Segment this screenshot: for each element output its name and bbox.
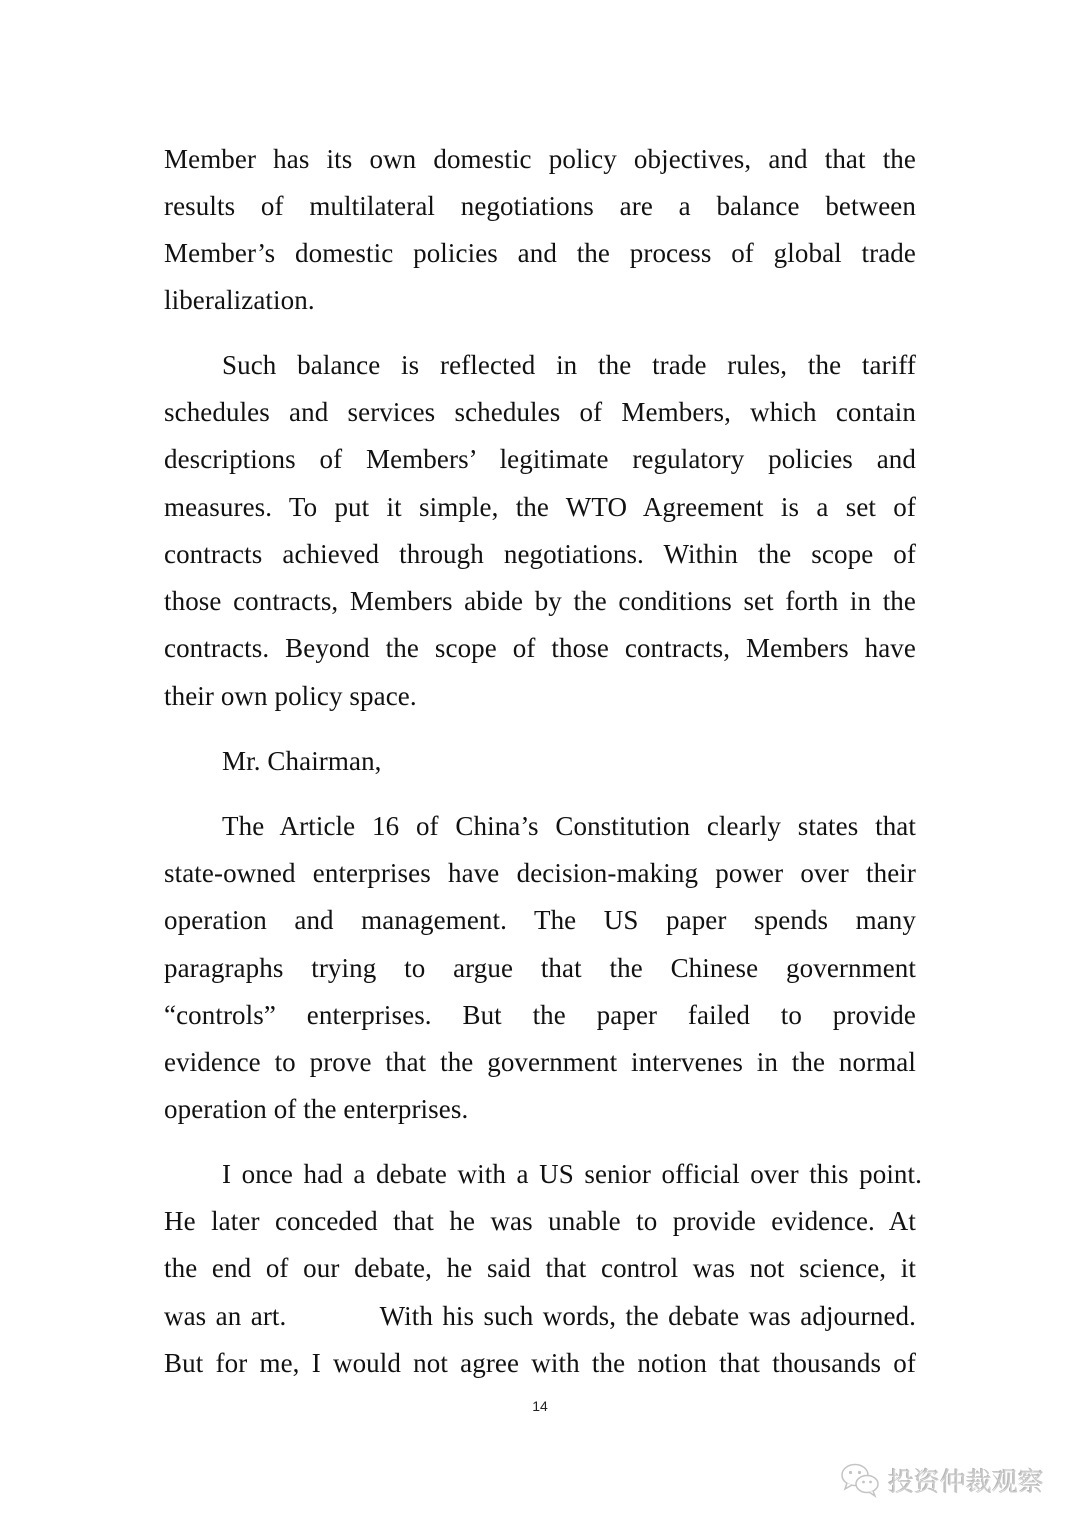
text-line: results of multilateral negotiations are a balance between [164, 191, 916, 221]
text-line: “controls” enterprises. But the paper failed to provide [164, 1000, 916, 1030]
salutation: Mr. Chairman, [222, 746, 382, 776]
text-line: Member has its own domestic policy objectives, and that the [164, 144, 916, 174]
text-line: evidence to prove that the government intervenes in the normal [164, 1047, 916, 1077]
text-line: I once had a debate with a US senior official over this point. [222, 1159, 922, 1189]
text-line: operation and management. The US paper spends many [164, 905, 916, 935]
text-line: operation of the enterprises. [164, 1094, 469, 1124]
text-line: their own policy space. [164, 681, 417, 711]
text-line: descriptions of Members’ legitimate regulatory policies and [164, 444, 916, 474]
text-line: liberalization. [164, 285, 315, 315]
text-line: He later conceded that he was unable to provide evidence. At [164, 1206, 916, 1236]
watermark-text: 投资仲裁观察 [888, 1467, 1045, 1498]
text-line: measures. To put it simple, the WTO Agreement is a set of [164, 492, 916, 522]
wechat-icon [838, 1460, 882, 1500]
text-line: those contracts, Members abide by the conditions set forth in the [164, 586, 916, 616]
text-line: was an art. With his such words, the debate was adjourned. [164, 1301, 916, 1331]
watermark [838, 1458, 1044, 1502]
text-line: Member’s domestic policies and the process of global trade [164, 238, 916, 268]
text-line: But for me, I would not agree with the notion that thousands of [164, 1348, 916, 1378]
text-line: contracts achieved through negotiations. Within the scope of [164, 539, 916, 569]
text-line: state-owned enterprises have decision-making power over their [164, 858, 916, 888]
page-number: 14 [532, 1398, 548, 1414]
text-line: contracts. Beyond the scope of those contracts, Members have [164, 633, 916, 663]
text-line: The Article 16 of China’s Constitution clearly states that [222, 811, 916, 841]
text-line: paragraphs trying to argue that the Chinese government [164, 953, 916, 983]
text-line: Such balance is reflected in the trade rules, the tariff [222, 350, 916, 380]
text-line: the end of our debate, he said that control was not science, it [164, 1253, 916, 1283]
text-line: schedules and services schedules of Members, which contain [164, 397, 916, 427]
